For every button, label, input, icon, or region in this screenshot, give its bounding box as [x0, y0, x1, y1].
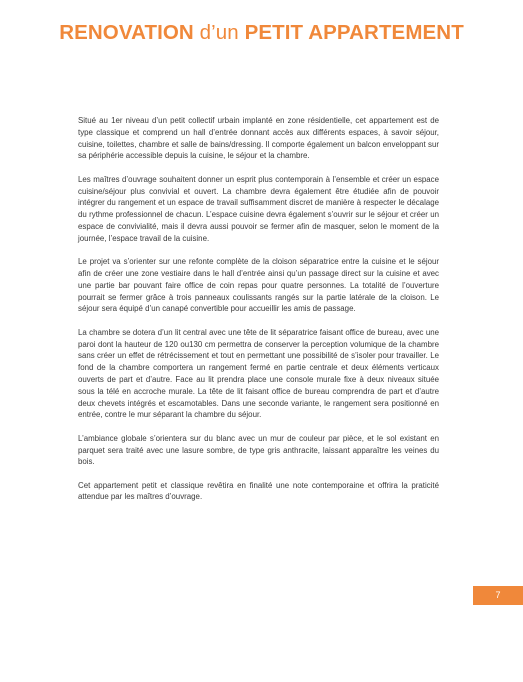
paragraph-6: Cet appartement petit et classique revêtira en finalité une note contemporaine et offrira la praticité attendue par les maîtres d’ouvrage. [78, 480, 439, 502]
paragraph-3: Le projet va s’orienter sur une refonte complète de la cloison séparatrice entre la cuisine et le séjour afin de créer une zone vestiaire dans le hall d’entrée ainsi qu’un passage direct sur la cuisine et avec une partie bar pouvant faire office de coin repas pour quatre personnes. La totalité de l’ouverture pourrait se fermer grâce à trois panneaux coulissants rangés sur la partie latérale de la cloison. Le séjour sera équipé d’un canapé convertible pour accueillir les amis de passage. [78, 257, 439, 314]
page-title [0, 20, 523, 46]
paragraph-1: Situé au 1er niveau d’un petit collectif urbain implanté en zone résidentielle, cet appartement est de type classique et comprend un hall d’entrée donnant accès aux différents espaces, à savoir séjour, cuisine, toilettes, chambre et salle de bains/dressing. Il comporte également un balcon enveloppant sur sa périphérie accessible depuis la cuisine, le séjour et la chambre. [78, 116, 439, 161]
paragraph-5: L’ambiance globale s’orientera sur du blanc avec un mur de couleur par pièce, et le sol existant en parquet sera traité avec une lasure sombre, de type gris anthracite, laissant apparaître les veines du bois. [78, 433, 439, 467]
page-number: 7 [495, 590, 501, 600]
paragraph-2: Les maîtres d’ouvrage souhaitent donner un esprit plus contemporain à l’ensemble et créer un espace cuisine/séjour plus convivial et ouvert. La chambre devra également être étudiée afin de pouvoir intégrer du rangement et un espace de travail suffisamment discret de manière à respecter le décalage du rythme professionnel de chacun. L’espace cuisine devra également s’ouvrir sur le séjour et créer un espace de convivialité, mais il devra aussi pouvoir se fermer afin de masquer, selon le moment de la journée, l’espace travail de la cuisine. [78, 174, 439, 243]
paragraph-4: La chambre se dotera d’un lit central avec une tête de lit séparatrice faisant office de bureau, avec une paroi dont la hauteur de 120 ou130 cm permettra de conserver la perception volumique de la chambre sans créer un effet de rétrécissement et tout en permettant une possibilité de s’isoler pour travailler. Le fond de la chambre comportera un rangement fermé en partie centrale et deux éléments verticaux ouverts de part et d’autre. Face au lit prendra place une console murale fixe à deux niveaux située sous la télé en accroche murale. La tête de lit faisant office de bureau comprendra de part et d’autre deux chevets intégrés et escamotables. Dans une seconde variante, le rangement sera positionné en entrée, contre le mur séparant la chambre du séjour. [78, 327, 439, 420]
page-number-tab [473, 586, 523, 605]
title-part-dun: d’un [193, 21, 245, 44]
body-text [78, 115, 439, 515]
title-part-petit-appartement: PETIT APPARTEMENT [244, 21, 464, 44]
title-part-renovation: RENOVATION [59, 21, 194, 44]
